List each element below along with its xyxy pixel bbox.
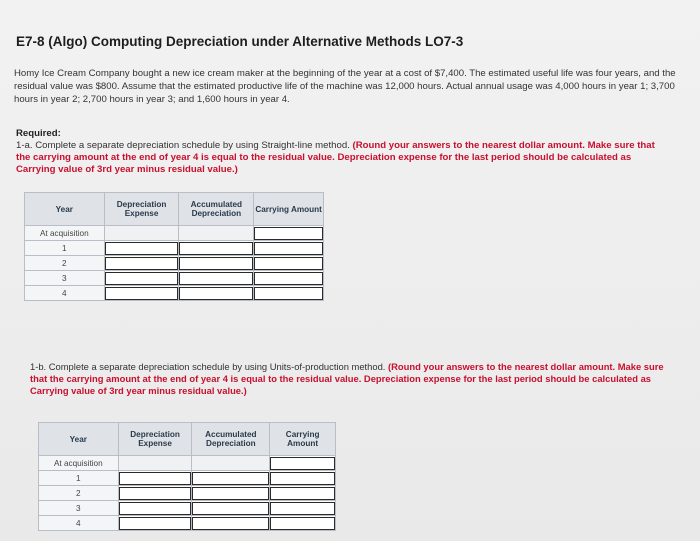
table-row (39, 456, 336, 471)
uop-depreciation-expense-y4-input[interactable] (119, 517, 192, 530)
expense-cell (104, 286, 179, 301)
accum-cell (179, 256, 254, 271)
uop-carrying-amount-y2-input[interactable] (270, 487, 335, 500)
problem-title: E7-8 (Algo) Computing Depreciation under Alternative Methods LO7-3 (16, 34, 464, 49)
depreciation-expense-y2-input[interactable] (105, 257, 179, 270)
depreciation-expense-y1-input[interactable] (105, 242, 179, 255)
units-of-production-schedule-table (38, 422, 336, 531)
empty-cell (179, 226, 254, 241)
table-row (25, 271, 324, 286)
uop-depreciation-expense-y3-input[interactable] (119, 502, 192, 515)
requirement-1b (30, 361, 670, 397)
col-header-carrying-amount: Carrying Amount (270, 423, 336, 456)
expense-cell (104, 271, 179, 286)
depreciation-expense-y4-input[interactable] (105, 287, 179, 300)
col-header-year: Year (25, 193, 105, 226)
uop-accumulated-depreciation-y3-input[interactable] (192, 502, 269, 515)
carrying-cell (254, 286, 324, 301)
requirement-1a-text: 1-a. Complete a separate depreciation schedule by using Straight-line method. (16, 140, 353, 151)
carrying-cell (254, 241, 324, 256)
expense-cell (104, 241, 179, 256)
table-row (39, 486, 336, 501)
accum-cell (192, 501, 270, 516)
table-row (39, 501, 336, 516)
col-header-carrying-amount: Carrying Amount (254, 193, 324, 226)
straight-line-schedule-table (24, 192, 324, 301)
accumulated-depreciation-y4-input[interactable] (179, 287, 253, 300)
problem-description: Homy Ice Cream Company bought a new ice cream maker at the beginning of the year at a cost of $7,400. The estimated useful life was four years, and the residual value was $800. Assume that the estimated productive life of the machine was 12,000 hours. Actual annual usage was 4,000 hours in year 1; 3,700 hours in year 2; 2,700 hours in year 3; and 1,600 hours in year 4. (14, 68, 676, 105)
accumulated-depreciation-y1-input[interactable] (179, 242, 253, 255)
accumulated-depreciation-y3-input[interactable] (179, 272, 253, 285)
uop-carrying-amount-y3-input[interactable] (270, 502, 335, 515)
accum-cell (179, 271, 254, 286)
accum-cell (192, 516, 270, 531)
uop-accumulated-depreciation-y1-input[interactable] (192, 472, 269, 485)
expense-cell (118, 471, 192, 486)
uop-depreciation-expense-y1-input[interactable] (119, 472, 192, 485)
row-label-year-1: 1 (39, 471, 119, 486)
empty-cell (118, 456, 192, 471)
uop-accumulated-depreciation-y2-input[interactable] (192, 487, 269, 500)
accum-cell (179, 286, 254, 301)
carrying-cell (270, 501, 336, 516)
expense-cell (118, 486, 192, 501)
carrying-cell (254, 226, 324, 241)
depreciation-expense-y3-input[interactable] (105, 272, 179, 285)
table-row (25, 226, 324, 241)
row-label-year-4: 4 (39, 516, 119, 531)
table-row (39, 516, 336, 531)
uop-accumulated-depreciation-y4-input[interactable] (192, 517, 269, 530)
carrying-cell (270, 486, 336, 501)
table-row (25, 241, 324, 256)
row-label-year-2: 2 (25, 256, 105, 271)
carrying-amount-acquisition-input[interactable] (254, 227, 323, 240)
uop-carrying-amount-y1-input[interactable] (270, 472, 335, 485)
empty-cell (104, 226, 179, 241)
row-label-year-1: 1 (25, 241, 105, 256)
empty-cell (192, 456, 270, 471)
carrying-amount-y2-input[interactable] (254, 257, 323, 270)
accum-cell (179, 241, 254, 256)
requirement-1b-text: 1-b. Complete a separate depreciation schedule by using Units-of-production method. (30, 361, 389, 372)
expense-cell (118, 516, 192, 531)
carrying-cell (270, 516, 336, 531)
uop-carrying-amount-acquisition-input[interactable] (270, 457, 335, 470)
requirement-1a (16, 140, 666, 176)
row-label-year-2: 2 (39, 486, 119, 501)
accum-cell (192, 471, 270, 486)
col-header-accumulated-depreciation: Accumulated Depreciation (192, 423, 270, 456)
required-heading: Required: (16, 128, 61, 139)
expense-cell (118, 501, 192, 516)
row-label-year-3: 3 (25, 271, 105, 286)
col-header-accumulated-depreciation: Accumulated Depreciation (179, 193, 254, 226)
carrying-cell (270, 456, 336, 471)
carrying-amount-y4-input[interactable] (254, 287, 323, 300)
row-label-acquisition: At acquisition (39, 456, 119, 471)
row-label-year-4: 4 (25, 286, 105, 301)
requirement-1a-instructions: (Round your answers to the nearest dollar amount. Make sure that the carrying amount at the end of year 4 is equal to the residual value. Depreciation expense for the last period should be calculated as Carrying value of 3rd year minus residual value.) (16, 140, 655, 175)
requirement-1b-instructions: (Round your answers to the nearest dollar amount. Make sure that the carrying amount at the end of year 4 is equal to the residual value. Depreciation expense for the last period should be calculated as Carrying value of 3rd year minus residual value.) (30, 361, 664, 396)
row-label-year-3: 3 (39, 501, 119, 516)
carrying-amount-y3-input[interactable] (254, 272, 323, 285)
expense-cell (104, 256, 179, 271)
row-label-acquisition: At acquisition (25, 226, 105, 241)
uop-carrying-amount-y4-input[interactable] (270, 517, 335, 530)
table-row (39, 471, 336, 486)
carrying-cell (270, 471, 336, 486)
carrying-cell (254, 256, 324, 271)
table-header-row (25, 193, 324, 226)
accum-cell (192, 486, 270, 501)
accumulated-depreciation-y2-input[interactable] (179, 257, 253, 270)
table-row (25, 256, 324, 271)
table-header-row (39, 423, 336, 456)
carrying-amount-y1-input[interactable] (254, 242, 323, 255)
col-header-depreciation-expense: Depreciation Expense (118, 423, 192, 456)
col-header-depreciation-expense: Depreciation Expense (104, 193, 179, 226)
col-header-year: Year (39, 423, 119, 456)
uop-depreciation-expense-y2-input[interactable] (119, 487, 192, 500)
table-row (25, 286, 324, 301)
carrying-cell (254, 271, 324, 286)
